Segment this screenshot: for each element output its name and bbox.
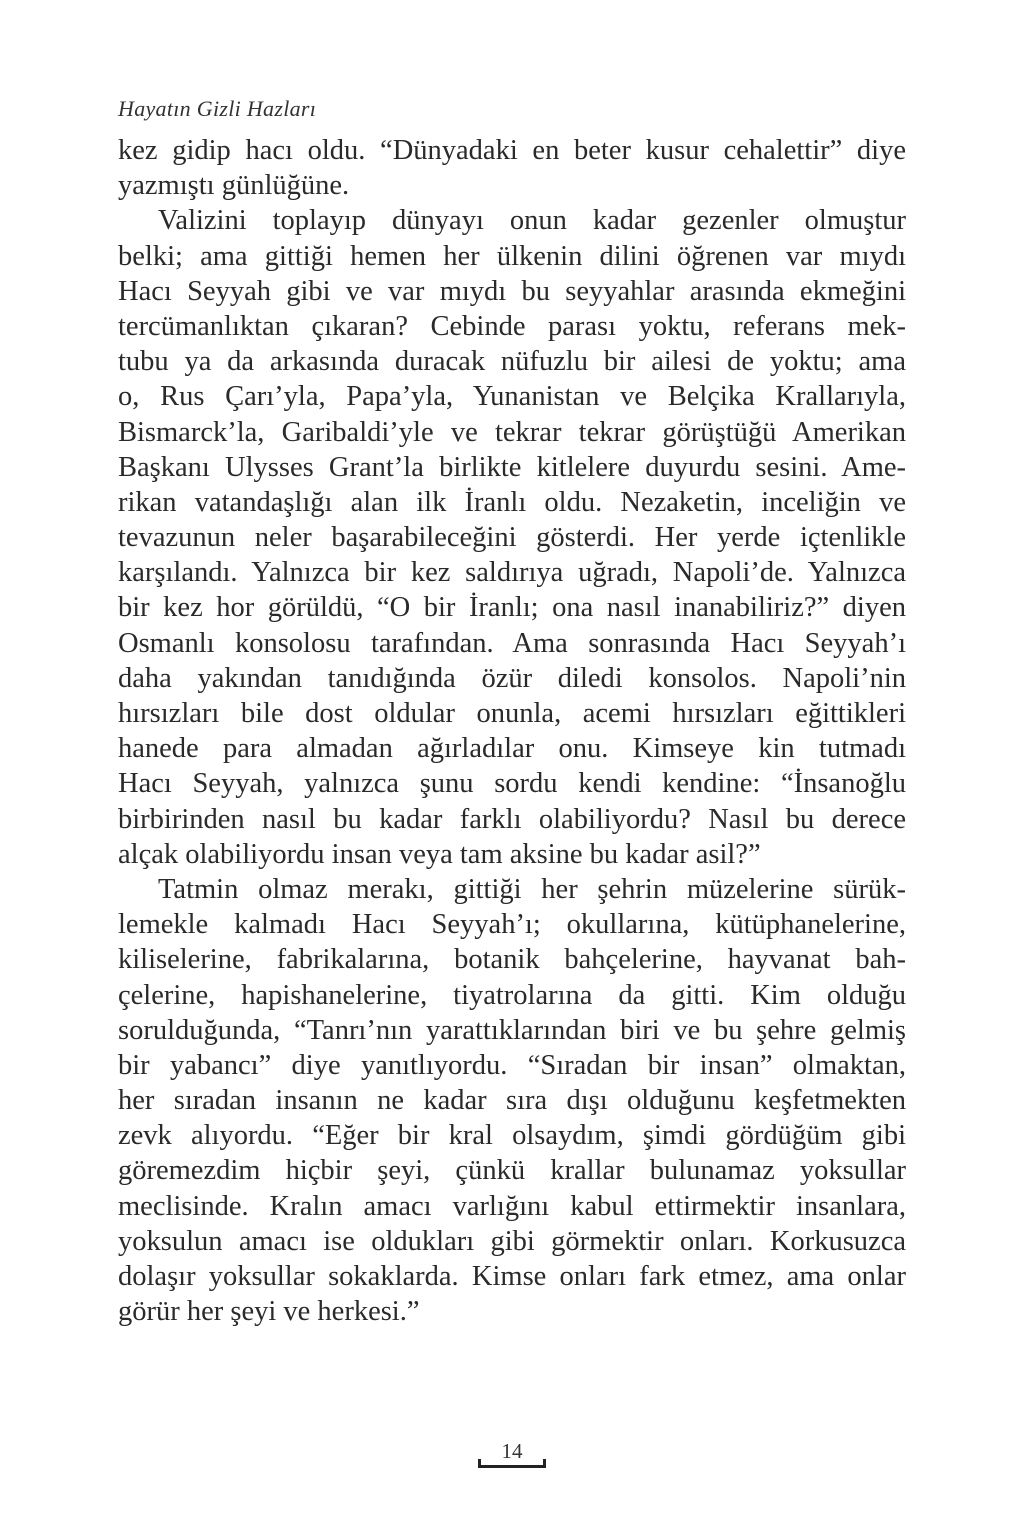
text-line: sorulduğunda, “Tanrı’nın yarattıklarından biri ve bu şehre gelmiş	[118, 1014, 906, 1046]
text-line: yoksulun amacı ise oldukları gibi görmektir onları. Korkusuzca	[118, 1225, 906, 1257]
text-line: daha yakından tanıdığında özür diledi konsolos. Napoli’nin	[118, 662, 906, 694]
page-number: 14	[501, 1439, 523, 1463]
text-line: kez gidip hacı oldu. “Dünyadaki en beter kusur cehalettir” diye	[118, 135, 906, 166]
text-line: bir yabancı” diye yanıtlıyordu. “Sıradan bir insan” olmaktan,	[118, 1049, 906, 1081]
text-line: rikan vatandaşlığı alan ilk İranlı oldu. Nezaketin, inceliğin ve	[118, 486, 906, 518]
text-line: lemekle kalmadı Hacı Seyyah’ı; okullarına, kütüphanelerine,	[118, 909, 906, 941]
text-line: çelerine, hapishanelerine, tiyatrolarına da gitti. Kim olduğu	[118, 979, 906, 1011]
text-line: görür her şeyi ve herkesi.”	[118, 1296, 420, 1328]
text-line: göremezdim hiçbir şeyi, çünkü krallar bulunamaz yoksullar	[118, 1155, 906, 1187]
page-number-rule-right-end	[543, 1459, 546, 1468]
text-line: kiliselerine, fabrikalarına, botanik bahçelerine, hayvanat bah-	[118, 944, 906, 976]
text-line: o, Rus Çarı’yla, Papa’yla, Yunanistan ve Belçika Krallarıyla,	[118, 381, 906, 413]
text-line: tevazunun neler başarabileceğini gösterdi. Her yerde içtenlikle	[118, 522, 906, 554]
text-line: tubu ya da arkasında duracak nüfuzlu bir ailesi de yoktu; ama	[118, 346, 906, 378]
running-header: Hayatın Gizli Hazları	[118, 96, 317, 121]
text-line: dolaşır yoksullar sokaklarda. Kimse onları fark etmez, ama onlar	[118, 1261, 906, 1292]
text-line: Hacı Seyyah, yalnızca şunu sordu kendi kendine: “İnsanoğlu	[118, 768, 906, 800]
text-line: belki; ama gittiği hemen her ülkenin dilini öğrenen var mıydı	[118, 240, 906, 272]
page-number-ornament	[478, 1440, 546, 1470]
text-line: Osmanlı konsolosu tarafından. Ama sonrasında Hacı Seyyah’ı	[118, 627, 906, 659]
page-number-rule-left-end	[478, 1459, 481, 1468]
text-line: zevk alıyordu. “Eğer bir kral olsaydım, şimdi gördüğüm gibi	[118, 1120, 906, 1152]
text-line: Hacı Seyyah gibi ve var mıydı bu seyyahlar arasında ekmeğini	[118, 275, 906, 307]
text-line: tercümanlıktan çıkaran? Cebinde parası yoktu, referans mek-	[118, 310, 906, 342]
body-text	[118, 133, 906, 1329]
text-line: her sıradan insanın ne kadar sıra dışı olduğunu keşfetmekten	[118, 1085, 906, 1117]
text-line: hırsızları bile dost oldular onunla, acemi hırsızları eğittikleri	[118, 698, 906, 729]
text-line: yazmıştı günlüğüne.	[118, 170, 350, 202]
text-line: Tatmin olmaz merakı, gittiği her şehrin müzelerine sürük-	[158, 873, 906, 905]
text-line: Valizini toplayıp dünyayı onun kadar gezenler olmuştur	[158, 205, 906, 237]
page-number-rule	[478, 1465, 546, 1468]
text-line: karşılandı. Yalnızca bir kez saldırıya uğradı, Napoli’de. Yalnızca	[118, 557, 906, 589]
text-line: hanede para almadan ağırladılar onu. Kimseye kin tutmadı	[118, 733, 906, 765]
text-line: meclisinde. Kralın amacı varlığını kabul ettirmektir insanlara,	[118, 1190, 906, 1222]
text-line: birbirinden nasıl bu kadar farklı olabiliyordu? Nasıl bu derece	[118, 803, 906, 835]
text-line: Başkanı Ulysses Grant’la birlikte kitlelere duyurdu sesini. Ame-	[118, 451, 906, 483]
text-line: bir kez hor görüldü, “O bir İranlı; ona nasıl inanabiliriz?” diyen	[118, 592, 906, 624]
text-line: Bismarck’la, Garibaldi’yle ve tekrar tekrar görüştüğü Amerikan	[118, 416, 906, 448]
text-line: alçak olabiliyordu insan veya tam aksine bu kadar asil?”	[118, 838, 761, 870]
